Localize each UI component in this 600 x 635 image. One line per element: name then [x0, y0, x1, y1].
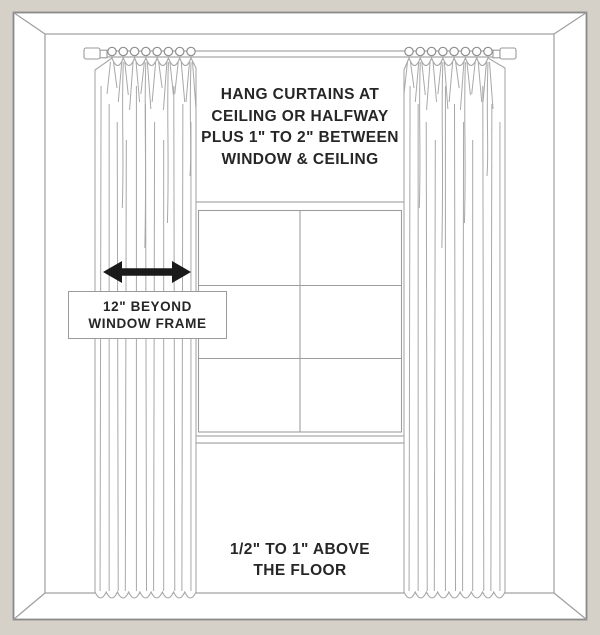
label-line: WINDOW FRAME	[88, 316, 207, 331]
curtain-ring-icon	[119, 47, 127, 55]
curtain-pleat-line	[419, 62, 420, 208]
curtain-ring-icon	[473, 47, 481, 55]
window-sill	[191, 436, 409, 443]
rod-connector-right	[493, 50, 500, 58]
instruction-ceiling-text	[188, 84, 412, 170]
curtain-ring-icon	[153, 47, 161, 55]
curtain-ring-icon	[427, 47, 435, 55]
curtain-pleat-line	[122, 62, 123, 208]
rod-finial-left-icon	[84, 48, 100, 59]
curtain-pleat-line	[145, 62, 146, 248]
curtain-pleat-line	[487, 62, 488, 176]
curtain-ring-icon	[461, 47, 469, 55]
rod-connector-left	[100, 50, 107, 58]
curtain-ring-icon	[164, 47, 172, 55]
instruction-floor-text	[200, 539, 400, 581]
instruction-line: WINDOW & CEILING	[221, 150, 379, 168]
curtain-ring-icon	[405, 47, 413, 55]
curtain-pleat-line	[442, 62, 443, 248]
curtain-ring-icon	[142, 47, 150, 55]
instruction-line: HANG CURTAINS AT	[220, 86, 380, 103]
curtain-ring-icon	[130, 47, 138, 55]
curtain-ring-icon	[108, 47, 116, 55]
instruction-line: 1/2" TO 1" ABOVE	[230, 541, 370, 558]
curtain-ring-icon	[439, 47, 447, 55]
beyond-frame-label-box	[68, 291, 227, 339]
curtain-ring-icon	[450, 47, 458, 55]
right-curtain-panel	[404, 47, 505, 598]
label-line: 12" BEYOND	[103, 299, 192, 314]
curtain-ring-icon	[176, 47, 184, 55]
curtain-ring-icon	[416, 47, 424, 55]
instruction-line: THE FLOOR	[253, 562, 347, 579]
curtain-ring-icon	[187, 47, 195, 55]
curtain-pleat-line	[167, 62, 168, 223]
rod-finial-right-icon	[500, 48, 516, 59]
instruction-line: PLUS 1" TO 2" BETWEEN	[201, 129, 399, 146]
curtain-pleat-line	[464, 62, 465, 223]
curtain-ring-icon	[484, 47, 492, 55]
instruction-line: CEILING OR HALFWAY	[211, 107, 389, 125]
